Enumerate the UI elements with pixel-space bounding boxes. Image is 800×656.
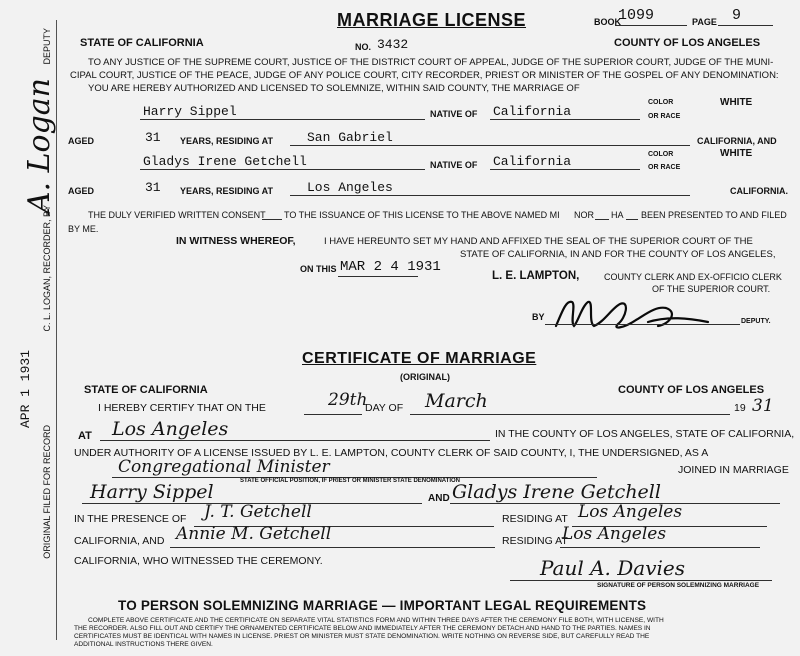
witness-2-residing-label: RESIDING AT <box>502 535 568 547</box>
groom-name: Harry Sippel <box>143 104 237 119</box>
page-line <box>718 25 773 26</box>
footer-heading: TO PERSON SOLEMNIZING MARRIAGE — IMPORTANT LEGAL REQUIREMENTS <box>118 598 647 613</box>
certificate-county: COUNTY OF LOS ANGELES <box>618 384 765 396</box>
month-line <box>410 414 730 415</box>
groom-residence: San Gabriel <box>307 130 393 145</box>
witness-bold: IN WITNESS WHEREOF, <box>176 235 296 247</box>
officiant-signature: Paul A. Davies <box>540 556 686 580</box>
consent-text-e: BEEN PRESENTED TO AND FILED <box>641 210 787 220</box>
certificate-title: CERTIFICATE OF MARRIAGE <box>302 350 537 367</box>
bride-native: California <box>493 154 572 169</box>
under-authority: UNDER AUTHORITY OF A LICENSE ISSUED BY L. E. LAMPTON, COUNTY CLERK OF SAID COUNTY, I, THE UNDERSIGNED, AS A <box>74 447 709 459</box>
bride-aged-label: AGED <box>68 186 95 196</box>
footer-line-3: CERTIFICATES MUST BE IDENTICAL WITH NAMES IN LICENSE. PRIEST OR MINISTER MUST STATE DENOMINATION. WRITE NOTHING ON REVERSE SIDE, BUT CAREFULLY READ THE <box>74 633 650 640</box>
certificate-state: STATE OF CALIFORNIA <box>84 384 208 396</box>
bride-native-line <box>490 169 640 170</box>
officiant-sig-line <box>510 580 772 581</box>
day-of-label: DAY OF <box>365 402 404 414</box>
groom-race-label: OR RACE <box>648 113 681 120</box>
california-and-label: CALIFORNIA, AND <box>74 535 165 547</box>
witness-2-signature: Annie M. Getchell <box>176 524 332 544</box>
bride-residing-label: YEARS, RESIDING AT <box>180 186 274 196</box>
book-number: 1099 <box>618 7 655 24</box>
deputy-signature <box>548 292 738 340</box>
license-no-label: NO. <box>355 42 372 52</box>
book-label: BOOK <box>594 17 621 27</box>
witness-1-residence: Los Angeles <box>578 502 683 522</box>
position-caption: STATE OFFICIAL POSITION, IF PRIEST OR MINISTER STATE DENOMINATION <box>240 478 461 484</box>
groom-signature: Harry Sippel <box>90 481 214 503</box>
book-line <box>615 25 687 26</box>
certificate-subtitle: (ORIGINAL) <box>400 372 450 382</box>
witness-2-residence: Los Angeles <box>562 524 667 544</box>
at-label: AT <box>78 430 92 442</box>
on-this-label: ON THIS <box>300 264 337 274</box>
license-county: COUNTY OF LOS ANGELES <box>614 37 761 49</box>
consent-blank-1 <box>262 219 282 220</box>
officiant-position: Congregational Minister <box>118 457 330 477</box>
consent-blank-2 <box>595 219 609 220</box>
groom-residence-line <box>290 145 690 146</box>
bride-state: CALIFORNIA. <box>730 186 788 196</box>
consent-text-b: TO THE ISSUANCE OF THIS LICENSE TO THE ABOVE NAMED MI <box>284 210 560 220</box>
groom-race: WHITE <box>720 97 753 108</box>
intro-line-2: CIPAL COURT, JUSTICE OF THE PEACE, JUDGE OF ANY POLICE COURT, CITY RECORDER, PRIEST OR MINISTER OF THE GOSPEL OF ANY DENOMINATION: <box>70 70 779 81</box>
margin-rule <box>56 20 57 640</box>
consent-text-f: BY ME. <box>68 224 99 234</box>
witness-1-residing-label: RESIDING AT <box>502 513 568 525</box>
license-state: STATE OF CALIFORNIA <box>80 37 204 49</box>
footer-line-2: THE RECORDER. ALSO FILL OUT AND CERTIFY THE ORNAMENTED CERTIFICATE BELOW AND IMMEDIATELY AFTER THE CEREMONY DETACH AND HAND TO THE PARTIES. NAMES IN <box>74 625 651 632</box>
clerk-title-2: OF THE SUPERIOR COURT. <box>652 284 771 294</box>
groom-state: CALIFORNIA, AND <box>697 136 777 146</box>
witness-2-line <box>170 547 495 548</box>
bride-residence: Los Angeles <box>307 180 393 195</box>
who-witnessed: CALIFORNIA, WHO WITNESSED THE CEREMONY. <box>74 555 323 567</box>
license-number: 3432 <box>377 37 409 52</box>
day-line <box>304 414 362 415</box>
officiant-sig-caption: SIGNATURE OF PERSON SOLEMNIZING MARRIAGE <box>597 582 760 589</box>
footer-line-4: ADDITIONAL INSTRUCTIONS THERE GIVEN. <box>74 641 213 648</box>
bride-name: Gladys Irene Getchell <box>143 154 307 169</box>
bride-name-line <box>140 169 425 170</box>
witness-line-2: STATE OF CALIFORNIA, IN AND FOR THE COUNTY OF LOS ANGELES, <box>460 249 776 260</box>
county-line: IN THE COUNTY OF LOS ANGELES, STATE OF CALIFORNIA, <box>495 428 795 440</box>
groom-age: 31 <box>145 130 161 145</box>
groom-native: California <box>493 104 572 119</box>
groom-native-line <box>490 119 640 120</box>
issue-date-line <box>338 276 418 277</box>
consent-text-c: NOR <box>574 210 594 220</box>
marriage-year: 31 <box>752 396 774 416</box>
license-title: MARRIAGE LICENSE <box>337 10 527 30</box>
footer-line-1: COMPLETE ABOVE CERTIFICATE AND THE CERTIFICATE ON SEPARATE VITAL STATISTICS FORM AND WITHIN THREE DAYS AFTER THE CEREMONY FILE BOTH, WITH LICENSE, WITH <box>88 617 664 624</box>
certify-text: I HEREBY CERTIFY THAT ON THE <box>98 402 266 414</box>
issue-date-stamp: MAR 2 4 1931 <box>340 259 441 275</box>
groom-aged-label: AGED <box>68 136 95 146</box>
marriage-place: Los Angeles <box>112 418 229 440</box>
year-prefix: 19 <box>734 402 746 414</box>
presence-label: IN THE PRESENCE OF <box>74 513 187 525</box>
page-label: PAGE <box>692 17 717 27</box>
groom-native-label: NATIVE OF <box>430 109 478 119</box>
deputy-label: DEPUTY. <box>741 318 771 325</box>
bride-residence-line <box>290 195 690 196</box>
margin-deputy: DEPUTY <box>42 28 52 65</box>
page-number: 9 <box>732 7 742 24</box>
bride-color-label: COLOR <box>648 151 674 158</box>
bride-race: WHITE <box>720 148 753 159</box>
consent-text-d: HA <box>611 210 624 220</box>
consent-blank-3 <box>626 219 638 220</box>
consent-text-a: THE DULY VERIFIED WRITTEN CONSENT <box>88 210 266 220</box>
marriage-day: 29th <box>328 390 368 410</box>
clerk-name: L. E. LAMPTON, <box>492 270 580 282</box>
recorded-date-stamp: APR 1 1931 <box>18 350 33 429</box>
by-label: BY <box>532 312 545 322</box>
joined-label: JOINED IN MARRIAGE <box>678 464 789 476</box>
clerk-title-1: COUNTY CLERK AND EX-OFFICIO CLERK <box>604 272 782 282</box>
witness-2-residence-line <box>560 547 760 548</box>
bride-race-label: OR RACE <box>648 164 681 171</box>
intro-line-3: YOU ARE HEREBY AUTHORIZED AND LICENSED TO SOLEMNIZE, WITHIN SAID COUNTY, THE MARRIAGE OF <box>88 83 580 94</box>
marriage-month: March <box>425 390 488 412</box>
intro-line-1: TO ANY JUSTICE OF THE SUPREME COURT, JUSTICE OF THE DISTRICT COURT OF APPEAL, JUDGE OF THE SUPERIOR COURT, JUDGE OF THE MUNI- <box>88 57 774 68</box>
bride-age: 31 <box>145 180 161 195</box>
bride-native-label: NATIVE OF <box>430 160 478 170</box>
deputy-sig-line <box>545 324 740 325</box>
groom-name-line <box>140 119 425 120</box>
witness-1-signature: J. T. Getchell <box>204 502 312 522</box>
place-line <box>100 440 490 441</box>
groom-color-label: COLOR <box>648 99 674 106</box>
margin-recorder: C. L. LOGAN, RECORDER, BY <box>42 205 52 332</box>
and-label: AND <box>428 493 450 504</box>
bride-signature: Gladys Irene Getchell <box>452 481 661 503</box>
margin-filed: ORIGINAL FILED FOR RECORD <box>42 425 52 559</box>
recorder-signature: A. Logan <box>22 78 57 214</box>
groom-residing-label: YEARS, RESIDING AT <box>180 136 274 146</box>
witness-text: I HAVE HEREUNTO SET MY HAND AND AFFIXED THE SEAL OF THE SUPERIOR COURT OF THE <box>324 236 753 247</box>
